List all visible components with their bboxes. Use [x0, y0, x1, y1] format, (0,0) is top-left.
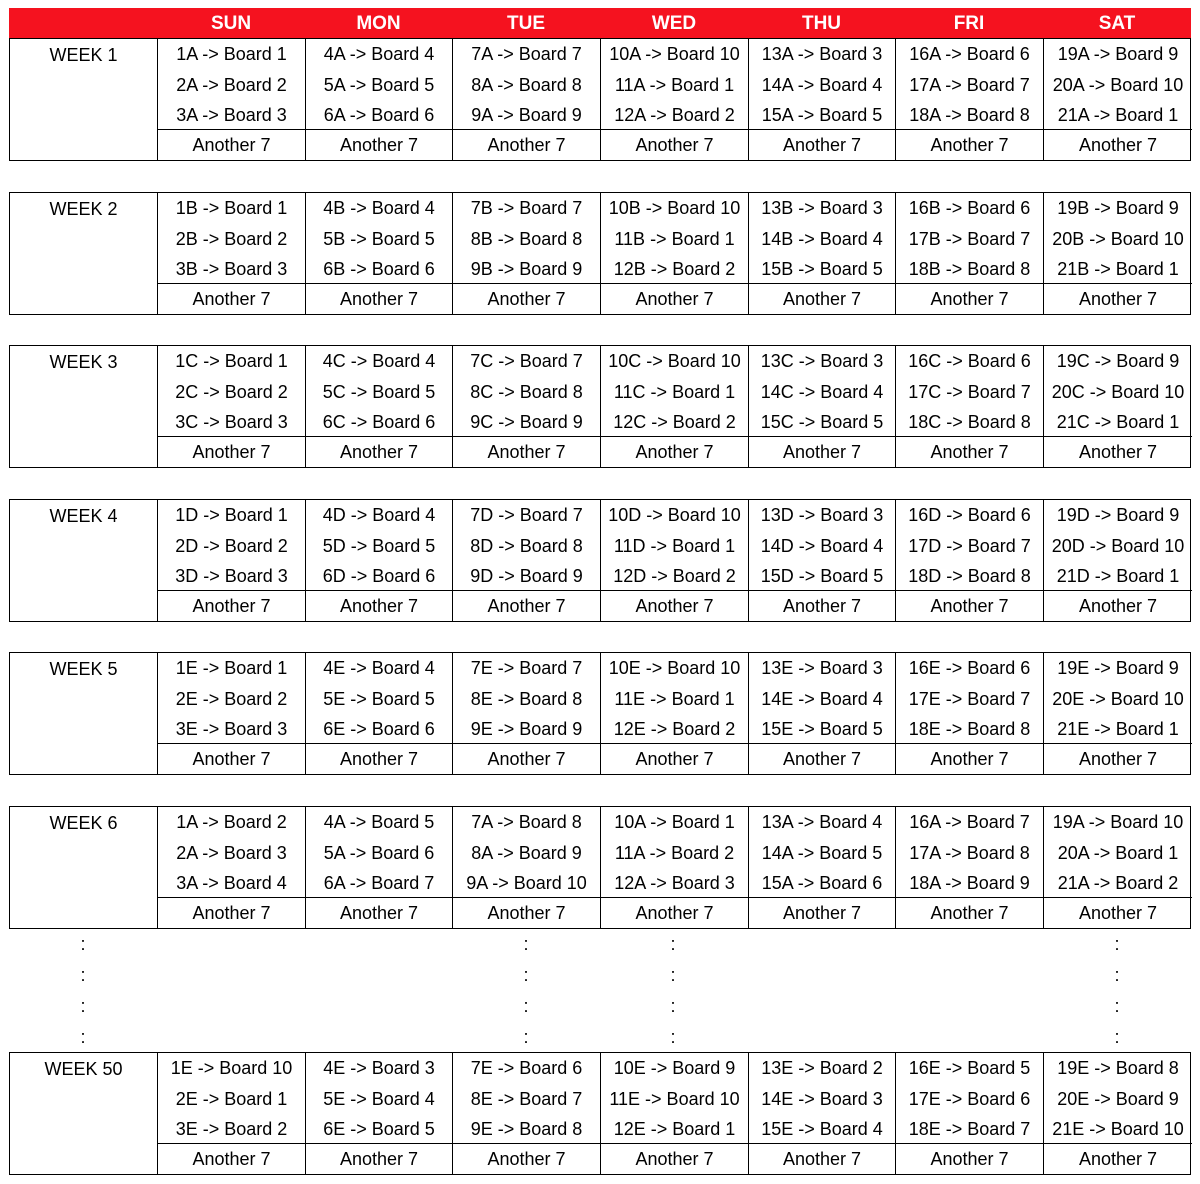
assignment-line: 20A -> Board 10	[1052, 74, 1184, 95]
day-cell	[601, 193, 749, 314]
assignment-line: 5B -> Board 5	[323, 228, 435, 249]
assignment-line: 3D -> Board 3	[175, 566, 288, 586]
another-7-label: Another 7	[749, 283, 895, 314]
day-cell	[896, 653, 1044, 774]
assignment-line: 13E -> Board 3	[761, 658, 883, 678]
another-7-label: Another 7	[453, 436, 600, 467]
day-cell	[158, 1053, 306, 1174]
day-cell	[749, 807, 896, 928]
another-7-label: Another 7	[306, 436, 452, 467]
assignment-line: 13D -> Board 3	[760, 505, 884, 525]
assignment-line: 7E -> Board 7	[470, 658, 583, 678]
assignment-line: 1B -> Board 1	[175, 198, 288, 218]
assignment-line: 15E -> Board 4	[761, 1119, 883, 1139]
assignment-line: 15B -> Board 5	[761, 259, 883, 279]
assignment-line: 2E -> Board 2	[175, 688, 288, 709]
day-cell	[1044, 653, 1192, 774]
assignment-line: 2A -> Board 3	[176, 842, 287, 863]
assignment-line: 16B -> Board 6	[908, 198, 1031, 218]
day-cell	[453, 653, 601, 774]
day-cell	[749, 500, 896, 621]
assignment-line: 18E -> Board 8	[908, 719, 1031, 739]
another-7-label: Another 7	[453, 283, 600, 314]
another-7-label: Another 7	[601, 283, 748, 314]
assignment-line: 6A -> Board 6	[323, 105, 435, 125]
assignment-line: 1A -> Board 1	[176, 44, 287, 64]
day-cell	[158, 500, 306, 621]
assignment-line: 8E -> Board 8	[470, 688, 583, 709]
assignment-line: 13E -> Board 2	[761, 1058, 883, 1078]
assignment-line: 19B -> Board 9	[1057, 198, 1179, 218]
day-header-tue: TUE	[507, 13, 545, 34]
assignment-line: 14C -> Board 4	[760, 381, 884, 402]
assignment-line: 9B -> Board 9	[470, 259, 583, 279]
assignment-line: 9C -> Board 9	[470, 412, 583, 432]
assignment-line: 12A -> Board 3	[614, 873, 735, 893]
another-7-label: Another 7	[453, 743, 600, 774]
assignment-line: 16A -> Board 7	[909, 812, 1030, 832]
assignment-line: 10A -> Board 1	[614, 812, 735, 832]
assignment-line: 7B -> Board 7	[470, 198, 583, 218]
day-cell	[158, 807, 306, 928]
another-7-label: Another 7	[158, 590, 305, 621]
assignment-line: 18D -> Board 8	[908, 566, 1031, 586]
another-7-label: Another 7	[601, 743, 748, 774]
assignment-line: 11B -> Board 1	[614, 228, 735, 249]
assignment-line: 6C -> Board 6	[322, 412, 436, 432]
assignment-line: 5E -> Board 4	[323, 1088, 435, 1109]
another-7-label: Another 7	[1044, 897, 1192, 928]
day-cell	[306, 193, 453, 314]
assignment-line: 9E -> Board 9	[470, 719, 583, 739]
another-7-label: Another 7	[158, 129, 305, 160]
another-7-label: Another 7	[158, 897, 305, 928]
another-7-label: Another 7	[601, 129, 748, 160]
assignment-line: 3E -> Board 3	[175, 719, 288, 739]
another-7-label: Another 7	[306, 1143, 452, 1174]
day-header-mon: MON	[356, 13, 401, 34]
assignment-line: 6A -> Board 7	[323, 873, 435, 893]
ellipsis-mark: :	[670, 1027, 676, 1047]
day-header-sat: SAT	[1098, 13, 1136, 34]
week-block	[9, 38, 1191, 161]
week-block	[9, 499, 1191, 622]
assignment-line: 11A -> Board 2	[614, 842, 735, 863]
assignment-line: 6E -> Board 5	[323, 1119, 435, 1139]
week-label: WEEK 5	[10, 653, 158, 775]
another-7-label: Another 7	[601, 1143, 748, 1174]
another-7-label: Another 7	[749, 897, 895, 928]
assignment-line: 6B -> Board 6	[323, 259, 435, 279]
assignment-line: 8B -> Board 8	[470, 228, 583, 249]
day-cell	[896, 39, 1044, 160]
week-block	[9, 652, 1191, 775]
another-7-label: Another 7	[1044, 436, 1192, 467]
week-label: WEEK 2	[10, 193, 158, 315]
day-cell	[1044, 39, 1192, 160]
another-7-label: Another 7	[896, 129, 1043, 160]
assignment-line: 9A -> Board 10	[466, 873, 587, 893]
assignment-line: 10C -> Board 10	[608, 351, 741, 371]
assignment-line: 14E -> Board 3	[761, 1088, 883, 1109]
another-7-label: Another 7	[896, 590, 1043, 621]
assignment-line: 4A -> Board 5	[323, 812, 435, 832]
another-7-label: Another 7	[749, 129, 895, 160]
assignment-line: 9A -> Board 9	[471, 105, 582, 125]
assignment-line: 19A -> Board 9	[1057, 44, 1179, 64]
day-cell	[1044, 500, 1192, 621]
day-cell	[601, 807, 749, 928]
assignment-line: 7D -> Board 7	[470, 505, 583, 525]
week-label: WEEK 4	[10, 500, 158, 622]
assignment-line: 18C -> Board 8	[908, 412, 1031, 432]
assignment-line: 17E -> Board 6	[908, 1088, 1031, 1109]
day-cell	[453, 193, 601, 314]
assignment-line: 18E -> Board 7	[908, 1119, 1031, 1139]
assignment-line: 17B -> Board 7	[908, 228, 1031, 249]
assignment-line: 3B -> Board 3	[175, 259, 288, 279]
assignment-line: 16C -> Board 6	[908, 351, 1031, 371]
another-7-label: Another 7	[453, 1143, 600, 1174]
assignment-line: 13C -> Board 3	[760, 351, 884, 371]
assignment-line: 5A -> Board 6	[323, 842, 435, 863]
assignment-line: 11E -> Board 1	[614, 688, 735, 709]
another-7-label: Another 7	[1044, 129, 1192, 160]
week-label: WEEK 50	[10, 1053, 158, 1175]
another-7-label: Another 7	[158, 1143, 305, 1174]
another-7-label: Another 7	[601, 436, 748, 467]
assignment-line: 12E -> Board 2	[613, 719, 736, 739]
ellipsis-mark: :	[523, 996, 529, 1016]
another-7-label: Another 7	[896, 436, 1043, 467]
day-cell	[306, 653, 453, 774]
assignment-line: 17D -> Board 7	[908, 535, 1031, 556]
day-cell	[306, 807, 453, 928]
another-7-label: Another 7	[453, 590, 600, 621]
assignment-line: 8A -> Board 9	[471, 842, 582, 863]
day-header-row	[9, 8, 1191, 38]
day-cell	[1044, 807, 1192, 928]
assignment-line: 17C -> Board 7	[908, 381, 1031, 402]
ellipsis-mark: :	[1114, 996, 1120, 1016]
assignment-line: 10E -> Board 10	[608, 658, 741, 678]
day-cell	[306, 39, 453, 160]
assignment-line: 6E -> Board 6	[323, 719, 435, 739]
assignment-line: 3A -> Board 3	[176, 105, 287, 125]
another-7-label: Another 7	[749, 590, 895, 621]
assignment-line: 18A -> Board 8	[909, 105, 1030, 125]
assignment-line: 4E -> Board 3	[323, 1058, 435, 1078]
ellipsis-mark: :	[1114, 1027, 1120, 1047]
assignment-line: 13A -> Board 4	[761, 812, 883, 832]
assignment-line: 7A -> Board 7	[471, 44, 582, 64]
another-7-label: Another 7	[306, 897, 452, 928]
assignment-line: 7A -> Board 8	[471, 812, 582, 832]
assignment-line: 17A -> Board 7	[909, 74, 1030, 95]
day-cell	[601, 500, 749, 621]
assignment-line: 12C -> Board 2	[613, 412, 736, 432]
another-7-label: Another 7	[749, 743, 895, 774]
assignment-line: 10E -> Board 9	[613, 1058, 736, 1078]
week-block	[9, 1052, 1191, 1175]
assignment-line: 19D -> Board 9	[1056, 505, 1180, 525]
assignment-line: 9E -> Board 8	[470, 1119, 583, 1139]
assignment-line: 19C -> Board 9	[1056, 351, 1180, 371]
assignment-line: 1D -> Board 1	[175, 505, 288, 525]
assignment-line: 20A -> Board 1	[1057, 842, 1179, 863]
assignment-line: 1C -> Board 1	[175, 351, 288, 371]
day-cell	[601, 653, 749, 774]
assignment-line: 8C -> Board 8	[470, 381, 583, 402]
assignment-line: 15E -> Board 5	[761, 719, 883, 739]
another-7-label: Another 7	[1044, 1143, 1192, 1174]
day-header-thu: THU	[801, 13, 842, 34]
another-7-label: Another 7	[896, 1143, 1043, 1174]
assignment-line: 20D -> Board 10	[1051, 535, 1185, 556]
assignment-line: 17E -> Board 7	[908, 688, 1031, 709]
assignment-line: 14E -> Board 4	[761, 688, 883, 709]
assignment-line: 8D -> Board 8	[470, 535, 583, 556]
day-cell	[158, 39, 306, 160]
assignment-line: 20E -> Board 9	[1057, 1088, 1179, 1109]
assignment-line: 17A -> Board 8	[909, 842, 1030, 863]
another-7-label: Another 7	[158, 283, 305, 314]
assignment-line: 21C -> Board 1	[1056, 412, 1180, 432]
ellipsis-mark: :	[670, 965, 676, 985]
assignment-line: 4B -> Board 4	[323, 198, 435, 218]
assignment-line: 19E -> Board 8	[1057, 1058, 1179, 1078]
another-7-label: Another 7	[601, 590, 748, 621]
assignment-line: 21A -> Board 1	[1057, 105, 1179, 125]
day-cell	[1044, 193, 1192, 314]
ellipsis-mark: :	[80, 996, 86, 1016]
assignment-line: 21D -> Board 1	[1056, 566, 1180, 586]
assignment-line: 11D -> Board 1	[613, 535, 736, 556]
day-cell	[158, 653, 306, 774]
assignment-line: 21E -> Board 1	[1057, 719, 1179, 739]
another-7-label: Another 7	[1044, 590, 1192, 621]
day-cell	[896, 1053, 1044, 1174]
another-7-label: Another 7	[306, 129, 452, 160]
assignment-line: 10A -> Board 10	[609, 44, 740, 64]
week-label: WEEK 3	[10, 346, 158, 468]
assignment-line: 19E -> Board 9	[1057, 658, 1179, 678]
assignment-line: 15A -> Board 6	[761, 873, 883, 893]
day-cell	[306, 1053, 453, 1174]
assignment-line: 2B -> Board 2	[175, 228, 288, 249]
assignment-line: 8E -> Board 7	[470, 1088, 583, 1109]
ellipsis-mark: :	[523, 1027, 529, 1047]
assignment-line: 11E -> Board 10	[609, 1088, 740, 1109]
day-cell	[453, 346, 601, 467]
ellipsis-mark: :	[80, 965, 86, 985]
assignment-line: 15A -> Board 5	[761, 105, 883, 125]
assignment-line: 4C -> Board 4	[322, 351, 436, 371]
ellipsis-mark: :	[523, 965, 529, 985]
assignment-line: 2C -> Board 2	[175, 381, 288, 402]
assignment-line: 20C -> Board 10	[1051, 381, 1185, 402]
week-label: WEEK 6	[10, 807, 158, 929]
another-7-label: Another 7	[896, 897, 1043, 928]
another-7-label: Another 7	[896, 743, 1043, 774]
ellipsis-mark: :	[523, 934, 529, 954]
another-7-label: Another 7	[306, 283, 452, 314]
assignment-line: 11A -> Board 1	[614, 74, 735, 95]
assignment-line: 21E -> Board 10	[1052, 1119, 1184, 1139]
assignment-line: 11C -> Board 1	[613, 381, 736, 402]
day-cell	[896, 807, 1044, 928]
another-7-label: Another 7	[749, 436, 895, 467]
another-7-label: Another 7	[306, 743, 452, 774]
assignment-line: 12D -> Board 2	[613, 566, 736, 586]
day-cell	[749, 193, 896, 314]
day-cell	[749, 653, 896, 774]
day-cell	[306, 500, 453, 621]
assignment-line: 14B -> Board 4	[761, 228, 883, 249]
assignment-line: 2E -> Board 1	[175, 1088, 288, 1109]
assignment-line: 7C -> Board 7	[470, 351, 583, 371]
another-7-label: Another 7	[453, 897, 600, 928]
assignment-line: 3C -> Board 3	[175, 412, 288, 432]
assignment-line: 18B -> Board 8	[908, 259, 1031, 279]
assignment-line: 10D -> Board 10	[608, 505, 741, 525]
another-7-label: Another 7	[306, 590, 452, 621]
assignment-line: 12B -> Board 2	[613, 259, 736, 279]
assignment-line: 19A -> Board 10	[1052, 812, 1184, 832]
ellipsis-mark: :	[1114, 934, 1120, 954]
day-cell	[453, 500, 601, 621]
another-7-label: Another 7	[601, 897, 748, 928]
assignment-line: 21A -> Board 2	[1057, 873, 1179, 893]
assignment-line: 4D -> Board 4	[322, 505, 436, 525]
day-cell	[453, 807, 601, 928]
assignment-line: 16E -> Board 5	[908, 1058, 1031, 1078]
another-7-label: Another 7	[158, 436, 305, 467]
day-cell	[1044, 346, 1192, 467]
another-7-label: Another 7	[1044, 283, 1192, 314]
assignment-line: 9D -> Board 9	[470, 566, 583, 586]
assignment-line: 15D -> Board 5	[760, 566, 884, 586]
assignment-line: 2A -> Board 2	[176, 74, 287, 95]
assignment-line: 8A -> Board 8	[471, 74, 582, 95]
assignment-line: 5C -> Board 5	[322, 381, 436, 402]
assignment-line: 16E -> Board 6	[908, 658, 1031, 678]
assignment-line: 10B -> Board 10	[608, 198, 741, 218]
week-label: WEEK 1	[10, 39, 158, 161]
day-cell	[601, 346, 749, 467]
day-header-fri: FRI	[953, 13, 985, 34]
week-block	[9, 345, 1191, 468]
day-cell	[896, 193, 1044, 314]
another-7-label: Another 7	[158, 743, 305, 774]
assignment-line: 1E -> Board 1	[175, 658, 288, 678]
day-cell	[158, 193, 306, 314]
assignment-line: 12E -> Board 1	[613, 1119, 736, 1139]
assignment-line: 3A -> Board 4	[176, 873, 287, 893]
assignment-line: 20E -> Board 10	[1052, 688, 1184, 709]
assignment-line: 13B -> Board 3	[761, 198, 883, 218]
assignment-line: 12A -> Board 2	[614, 105, 735, 125]
ellipsis-mark: :	[80, 934, 86, 954]
day-cell	[453, 39, 601, 160]
assignment-line: 16D -> Board 6	[908, 505, 1031, 525]
assignment-line: 14A -> Board 5	[761, 842, 883, 863]
ellipsis-mark: :	[80, 1027, 86, 1047]
assignment-line: 5E -> Board 5	[323, 688, 435, 709]
assignment-line: 20B -> Board 10	[1052, 228, 1184, 249]
day-cell	[601, 39, 749, 160]
assignment-line: 6D -> Board 6	[322, 566, 436, 586]
day-cell	[749, 1053, 896, 1174]
assignment-line: 16A -> Board 6	[909, 44, 1030, 64]
assignment-line: 4A -> Board 4	[323, 44, 435, 64]
assignment-line: 4E -> Board 4	[323, 658, 435, 678]
day-cell	[306, 346, 453, 467]
day-header-wed: WED	[651, 13, 697, 34]
assignment-line: 1A -> Board 2	[176, 812, 287, 832]
assignment-line: 21B -> Board 1	[1057, 259, 1179, 279]
day-cell	[601, 1053, 749, 1174]
day-cell	[749, 39, 896, 160]
ellipsis-mark: :	[1114, 965, 1120, 985]
day-cell	[896, 500, 1044, 621]
day-cell	[1044, 1053, 1192, 1174]
week-block	[9, 192, 1191, 315]
day-header-sun: SUN	[210, 13, 252, 34]
assignment-line: 18A -> Board 9	[909, 873, 1030, 893]
assignment-line: 2D -> Board 2	[175, 535, 288, 556]
ellipsis-mark: :	[670, 996, 676, 1016]
assignment-line: 14D -> Board 4	[760, 535, 884, 556]
assignment-line: 7E -> Board 6	[470, 1058, 583, 1078]
assignment-line: 5A -> Board 5	[323, 74, 435, 95]
assignment-line: 1E -> Board 10	[170, 1058, 293, 1078]
assignment-line: 3E -> Board 2	[175, 1119, 288, 1139]
day-cell	[158, 346, 306, 467]
week-block	[9, 806, 1191, 929]
another-7-label: Another 7	[453, 129, 600, 160]
ellipsis-mark: :	[670, 934, 676, 954]
another-7-label: Another 7	[1044, 743, 1192, 774]
another-7-label: Another 7	[749, 1143, 895, 1174]
assignment-line: 5D -> Board 5	[322, 535, 436, 556]
assignment-line: 15C -> Board 5	[760, 412, 884, 432]
assignment-line: 13A -> Board 3	[761, 44, 883, 64]
another-7-label: Another 7	[896, 283, 1043, 314]
day-cell	[896, 346, 1044, 467]
assignment-line: 14A -> Board 4	[761, 74, 883, 95]
day-cell	[749, 346, 896, 467]
day-cell	[453, 1053, 601, 1174]
